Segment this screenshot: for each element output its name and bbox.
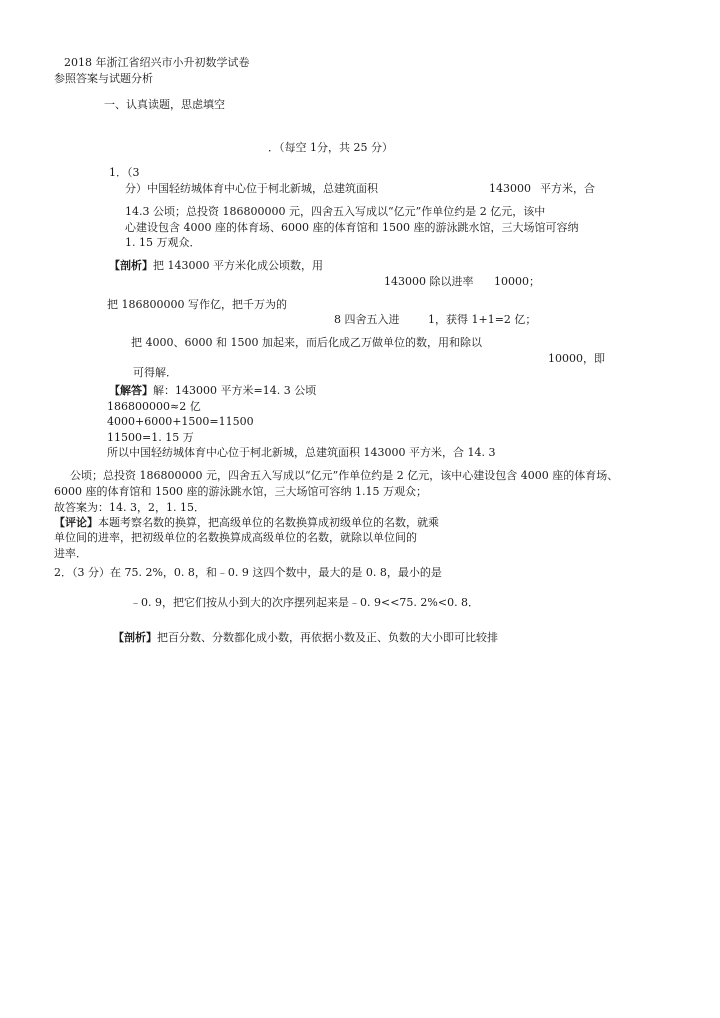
q1-analysis (109, 259, 323, 273)
q2-line2: ﹣0. 9，把它们按从小到大的次序摆列起来是﹣0. 9<<75. 2%<0. 8． (130, 596, 480, 609)
q2-line1: 2．（3 分）在 75. 2%，0. 8，和﹣0. 9 这四个数中，最大的是 0. 8，最小的是 (54, 566, 442, 579)
section-heading: 一、认真读题，思虑填空 (104, 98, 225, 111)
analysis-label: 【剖析】 (109, 259, 153, 272)
q1-answer6: 公顷；总投资 186800000 元，四舍五入写成以“亿元”作单位约是 2 亿元，该中心建设包含 4000 座的体育场、 (70, 469, 619, 482)
q2-analysis (113, 631, 498, 645)
q1-analysis1b: 143000 除以进率 (384, 275, 474, 288)
q1-answer4: 11500=1. 15 万 (107, 431, 194, 444)
q1-analysis1c: 10000； (494, 275, 540, 288)
q1-review3: 进率． (54, 547, 87, 560)
q1-number: 1．（3 (109, 166, 140, 179)
review-text: 本题考察名数的换算，把高级单位的名数换算成初级单位的名数，就乘 (98, 516, 439, 529)
q1-line4: 1. 15 万观众． (125, 236, 201, 249)
answer-label: 【解答】 (109, 384, 153, 397)
q1-answer3: 4000+6000+1500=11500 (107, 415, 254, 428)
q1-answer7: 6000 座的体育馆和 1500 座的游泳跳水馆，三大场馆可容纳 1.15 万观众； (54, 485, 427, 498)
q1-answer2: 186800000≈2 亿 (107, 400, 201, 413)
q1-answer (109, 384, 316, 398)
q1-line2: 14.3 公顷；总投资 186800000 元，四舍五入写成以“亿元”作单位约是 2 亿元，该中 (125, 205, 546, 218)
review-label: 【评论】 (54, 516, 98, 529)
section-scoring: ．（每空 1分，共 25 分） (268, 141, 393, 154)
answer-text: 解：143000 平方米=14. 3 公顷 (153, 384, 317, 397)
q1-review (54, 516, 439, 530)
q1-analysis2: 把 186800000 写作亿，把千万为的 (107, 298, 287, 311)
q1-line1c: 平方米，合 (540, 182, 595, 195)
q1-analysis4: 可得解． (133, 366, 177, 379)
q1-review2: 单位间的进率，把初级单位的名数换算成高级单位的名数，就除以单位间的 (54, 531, 417, 544)
q1-line1b: 143000 (489, 182, 531, 195)
q1-analysis3: 把 4000、6000 和 1500 加起来，而后化成乙万做单位的数，用和除以 (131, 336, 482, 349)
analysis-text: 把 143000 平方米化成公顷数，用 (153, 259, 323, 272)
q1-line3: 心建设包含 4000 座的体育场、6000 座的体育馆和 1500 座的游泳跳水馆，三大场馆可容纳 (125, 221, 579, 234)
q1-answer8: 故答案为：14. 3，2，1. 15． (54, 501, 205, 514)
q1-line1a: 分）中国轻纺城体育中心位于柯北新城，总建筑面积 (125, 182, 378, 195)
q1-answer5: 所以中国轻纺城体育中心位于柯北新城，总建筑面积 143000 平方米，合 14. 3 (107, 446, 496, 459)
q2-analysis-label: 【剖析】 (113, 631, 157, 644)
exam-subtitle: 参照答案与试题分析 (54, 72, 153, 85)
exam-title: 2018 年浙江省绍兴市小升初数学试卷 (64, 56, 250, 69)
q1-analysis3b: 10000，即 (548, 352, 605, 365)
q1-analysis2b: 8 四舍五入进 (334, 313, 400, 326)
q1-analysis2c: 1，获得 1+1=2 亿； (428, 313, 537, 326)
q2-analysis-text: 把百分数、分数都化成小数，再依据小数及正、负数的大小即可比较排 (157, 631, 498, 644)
